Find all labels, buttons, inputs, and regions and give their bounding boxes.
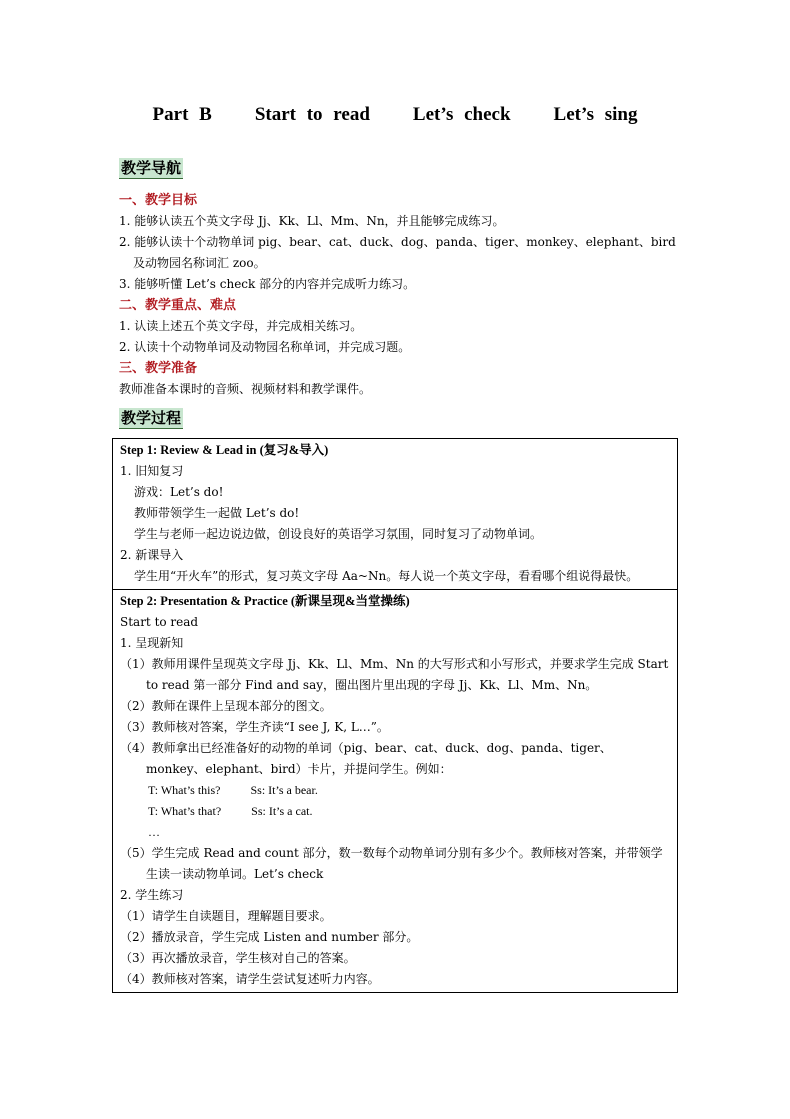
step-2-cell [113,590,678,993]
page-title: Part B Start to read Let’s check Let’s sing [152,104,638,125]
section-header-teaching-process: 教学过程 [121,409,182,427]
preparation-heading: 三、教学准备 [119,361,198,376]
step-2-item: （1）请学生自读题目，理解题目要求。 [120,909,332,923]
step-2-item: （5）学生完成 Read and count 部分，数一数每个动物单词分别有多少个。教师核对答案，并带领学生读一读动物单词。Let’s check [120,846,663,881]
step-1-line: 学生与老师一起边说边做，创设良好的英语学习氛围，同时复习了动物单词。 [134,527,543,541]
step-1-title: Step 1: Review & Lead in (复习&导入) [120,443,329,457]
step-1-row [113,439,678,590]
key-point-item: 1. 认读上述五个英文字母，并完成相关练习。 [119,319,363,333]
step-2-item: （2）播放录音，学生完成 Listen and number 部分。 [120,930,419,944]
dialogue-line: T: What’s this? Ss: It’s a bear. [148,783,318,797]
step-2-line: 1. 呈现新知 [120,636,184,650]
step-2-row [113,590,678,993]
step-2-item: （2）教师在课件上呈现本部分的图文。 [120,699,332,713]
objective-item: 1. 能够认读五个英文字母 Jj、Kk、Ll、Mm、Nn，并且能够完成练习。 [119,214,505,228]
key-point-item: 2. 认读十个动物单词及动物园名称单词，并完成习题。 [119,340,411,354]
step-1-cell [113,439,678,590]
dialogue-line: T: What’s that? Ss: It’s a cat. [148,804,313,818]
step-2-line: Start to read [120,615,199,629]
step-1-line: 学生用“开火车”的形式，复习英文字母 Aa~Nn。每人说一个英文字母，看看哪个组说得最快。 [134,569,639,583]
objective-item: 3. 能够听懂 Let’s check 部分的内容并完成听力练习。 [119,277,416,291]
step-2-item: （4）教师拿出已经准备好的动物的单词（pig、bear、cat、duck、dog、panda、tiger、monkey、elephant、bird）卡片，并提问学生。例如： [120,741,612,776]
step-1-line: 教师带领学生一起做 Let’s do! [134,506,300,520]
objectives-heading: 一、教学目标 [119,193,198,208]
key-points-heading: 二、教学重点、难点 [119,298,237,313]
step-2-title: Step 2: Presentation & Practice (新课呈现&当堂操练) [120,594,410,608]
step-2-item: （3）再次播放录音，学生核对自己的答案。 [120,951,356,965]
step-1-line: 1. 旧知复习 [120,464,184,478]
objective-item-continued: 及动物园名称词汇 zoo。 [133,256,266,270]
section-header-teaching-guide: 教学导航 [121,159,182,177]
teaching-process-table [112,438,678,993]
teaching-guide-content [119,190,679,400]
step-2-item: （4）教师核对答案，请学生尝试复述听力内容。 [120,972,380,986]
objective-item: 2. 能够认读十个动物单词 pig、bear、cat、duck、dog、panda、tiger、monkey、elephant、bird [119,235,676,249]
step-2-line: 2. 学生练习 [120,888,184,902]
step-2-item: （3）教师核对答案，学生齐读“I see J, K, L…”。 [120,720,389,734]
step-2-item: （1）教师用课件呈现英文字母 Jj、Kk、Ll、Mm、Nn 的大写形式和小写形式，并要求学生完成 Start to read 第一部分 Find and say，圈出图片里出现的字母 Jj、Kk、Ll、Mm、Nn。 [120,657,669,692]
dialogue-ellipsis: … [148,825,160,839]
step-1-line: 2. 新课导入 [120,548,184,562]
step-1-line: 游戏：Let’s do! [134,485,224,499]
preparation-text: 教师准备本课时的音频、视频材料和教学课件。 [119,382,372,396]
